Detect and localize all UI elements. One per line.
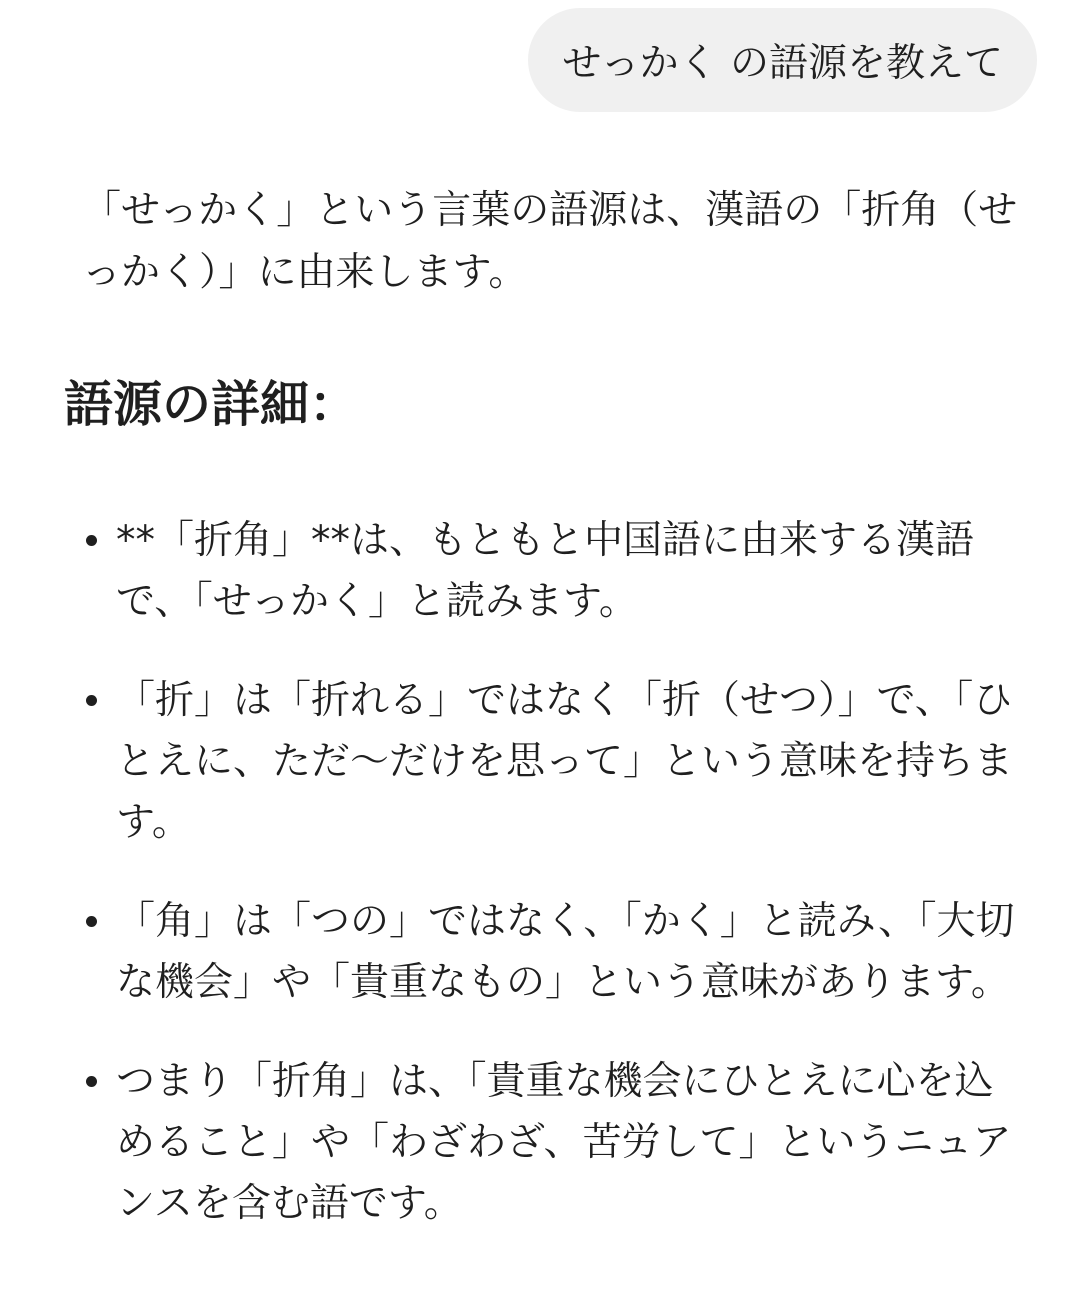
response-intro: 「せっかく」という言葉の語源は、漢語の「折角（せっかく）」に由来します。 [82,188,1018,295]
list-item-text: 「角」は「つの」ではなく、「かく」と読み、「大切な機会」や「貴重なもの」という意味があります。 [116,899,1015,1005]
section-heading: 語源の詳細： [64,376,359,433]
list-item [82,1051,1022,1234]
bullet-list [82,510,1022,1272]
list-item [82,891,1022,1013]
list-item-text: 「折」は「折れる」ではなく「折（せつ）」で、「ひとえに、ただ〜だけを思って」という意味を持ちます。 [116,678,1014,845]
bullet-icon [86,916,97,927]
bullet-icon [86,1076,97,1087]
user-message-bubble [528,8,1037,112]
list-item [82,670,1022,853]
list-item-text: つまり「折角」は、「貴重な機会にひとえに心を込めること」や「わざわざ、苦労して」というニュアンスを含む語です。 [116,1059,1012,1226]
user-message-text: せっかく の語源を教えて [562,41,1003,86]
assistant-response [64,180,1022,1226]
bullet-icon [86,535,97,546]
bullet-icon [86,695,97,706]
list-item-text: **「折角」**は、もともと中国語に由来する漢語で、「せっかく」と読みます。 [116,518,975,624]
list-item [82,510,1022,632]
